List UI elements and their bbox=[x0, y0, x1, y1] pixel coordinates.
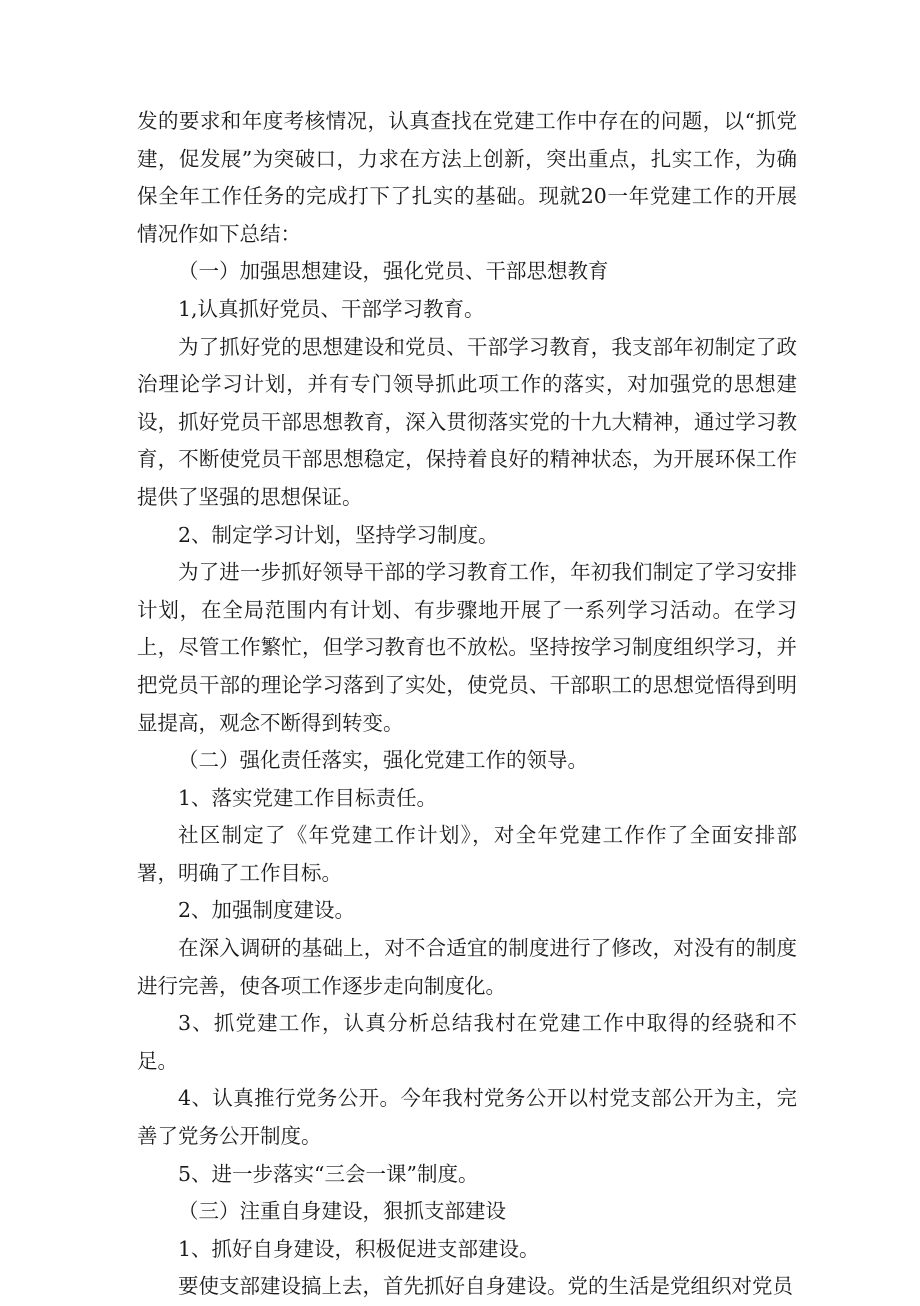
paragraph-1-2: 为了进一步抓好领导干部的学习教育工作，年初我们制定了学习安排计划，在全局范围内有计划、有步骤地开展了一系列学习活动。在学习上，尽管工作繁忙，但学习教育也不放松。坚持按学习制度组织学习，并把党员干部的理论学习落到了实处，使党员、干部职工的思想觉悟得到明显提高，观念不断得到转变。 bbox=[137, 560, 797, 735]
paragraph-2-2: 在深入调研的基础上，对不合适宜的制度进行了修改，对没有的制度进行完善，使各项工作逐步走向制度化。 bbox=[137, 936, 797, 998]
paragraph-1-1: 为了抓好党的思想建设和党员、干部学习教育，我支部年初制定了政治理论学习计划，并有专门领导抓此项工作的落实，对加强党的思想建设，抓好党员干部思想教育，深入贯彻落实党的十九大精神，通过学习教育，不断使党员干部思想稳定，保持着良好的精神状态，为开展环保工作提供了坚强的思想保证。 bbox=[137, 334, 797, 509]
subsection-heading-2-2: 2、加强制度建设。 bbox=[178, 898, 356, 923]
section-heading-2: （二）强化责任落实，强化党建工作的领导。 bbox=[178, 748, 588, 773]
subsection-heading-2-1: 1、落实党建工作目标责任。 bbox=[178, 785, 438, 810]
paragraph-3-1: 要使支部建设搞上去，首先抓好自身建设。党的生活是党组织对党员 bbox=[178, 1274, 793, 1299]
paragraph-2-1: 社区制定了《年党建工作计划》，对全年党建工作作了全面安排部署，明确了工作目标。 bbox=[137, 823, 797, 885]
subsection-heading-1-1: 1,认真抓好党员、干部学习教育。 bbox=[178, 296, 485, 321]
subsection-heading-2-3: 3、抓党建工作，认真分析总结我村在党建工作中取得的经骁和不足。 bbox=[137, 1011, 797, 1073]
subsection-heading-2-5: 5、进一步落实“三会一课”制度。 bbox=[178, 1161, 479, 1186]
subsection-heading-1-2: 2、制定学习计划，坚持学习制度。 bbox=[178, 522, 499, 547]
paragraph-2-4: 4、认真推行党务公开。今年我村党务公开以村党支部公开为主，完善了党务公开制度。 bbox=[137, 1086, 797, 1149]
paragraph-intro: 发的要求和年度考核情况，认真查找在党建工作中存在的问题，以“抓党建，促发展”为突破口，力求在方法上创新，突出重点，扎实工作，为确保全年工作任务的完成打下了扎实的基础。现就20一年党建工作的开展情况作如下总结： bbox=[137, 109, 797, 246]
section-heading-1: （一）加强思想建设，强化党员、干部思想教育 bbox=[178, 259, 609, 284]
document-page bbox=[137, 103, 797, 1306]
section-heading-3: （三）注重自身建设，狠抓支部建设 bbox=[178, 1199, 506, 1224]
subsection-heading-3-1: 1、抓好自身建设，积极促进支部建设。 bbox=[178, 1236, 540, 1261]
